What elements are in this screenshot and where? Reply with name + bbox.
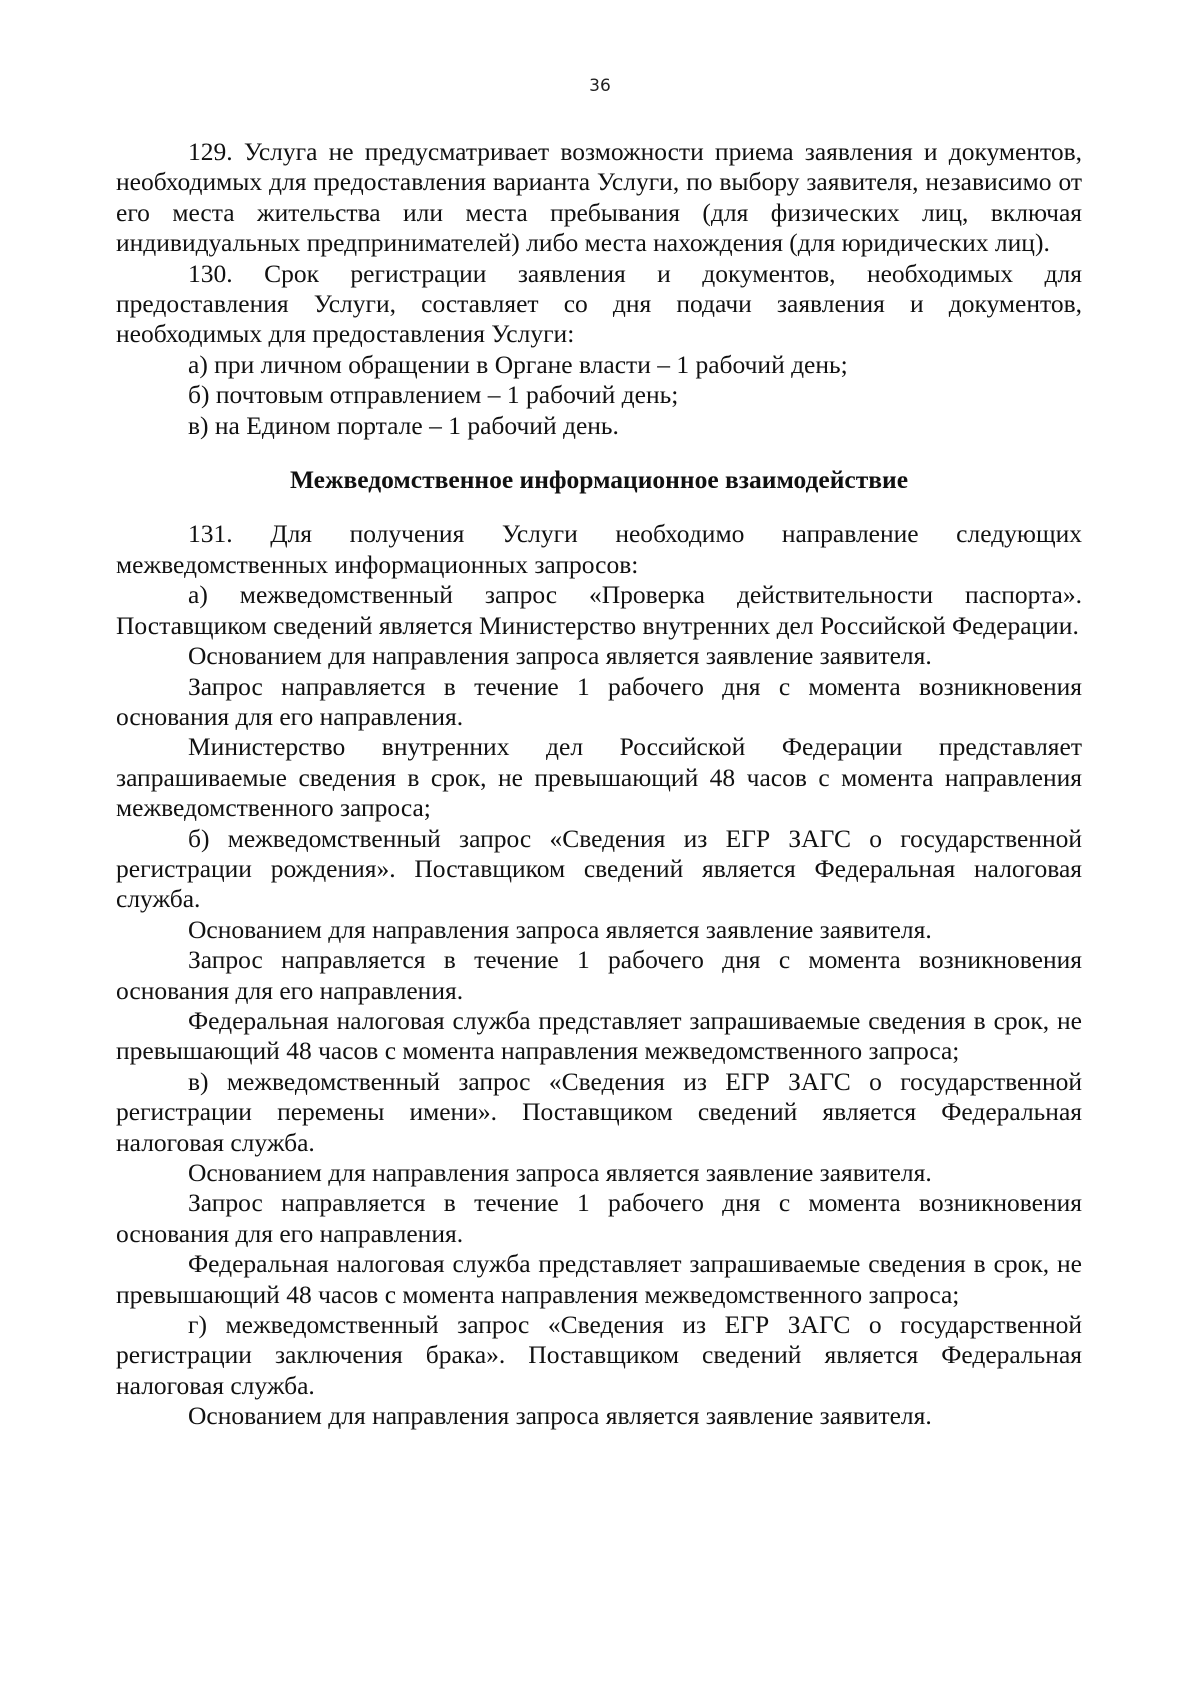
request-basis: Основанием для направления запроса является заявление заявителя. bbox=[188, 641, 932, 671]
request-basis: Основанием для направления запроса является заявление заявителя. bbox=[188, 914, 932, 944]
request-basis: Основанием для направления запроса является заявление заявителя. bbox=[188, 1158, 932, 1187]
request-timing: Запрос направляется в течение 1 рабочего дня с момента возникновения основания для его направления. bbox=[116, 671, 1082, 731]
request-response-term: Федеральная налоговая служба представляет запрашиваемые сведения в срок, не превышающий 48 часов с момента направления межведомственного запроса; bbox=[116, 1249, 1082, 1309]
request-timing: Запрос направляется в течение 1 рабочего дня с момента возникновения основания для его направления. bbox=[116, 1188, 1082, 1248]
request-item-b: б) межведомственный запрос «Сведения из ЕГР ЗАГС о государственной регистрации рождения». Поставщиком сведений является Федеральная налоговая служба. bbox=[116, 823, 1082, 914]
request-basis: Основанием для направления запроса является заявление заявителя. bbox=[188, 1401, 932, 1431]
list-item-b: б) почтовым отправлением – 1 рабочий день; bbox=[188, 380, 679, 410]
list-item-v: в) на Едином портале – 1 рабочий день. bbox=[188, 410, 619, 440]
request-item-a: а) межведомственный запрос «Проверка действительности паспорта». Поставщиком сведений является Министерство внутренних дел Российской Федерации. bbox=[116, 580, 1082, 640]
document-body bbox=[116, 137, 1082, 1432]
request-item-g: г) межведомственный запрос «Сведения из ЕГР ЗАГС о государственной регистрации заключения брака». Поставщиком сведений является Федеральная налоговая служба. bbox=[116, 1310, 1082, 1400]
section-heading: Межведомственное информационное взаимодействие bbox=[289, 465, 909, 495]
request-response-term: Федеральная налоговая служба представляет запрашиваемые сведения в срок, не превышающий 48 часов с момента направления межведомственного запроса; bbox=[116, 1005, 1082, 1066]
request-response-term: Министерство внутренних дел Российской Федерации представляет запрашиваемые сведения в срок, не превышающий 48 часов с момента направления межведомственного запроса; bbox=[116, 732, 1082, 823]
paragraph-131: 131. Для получения Услуги необходимо направление следующих межведомственных информационных запросов: bbox=[116, 519, 1082, 579]
request-timing: Запрос направляется в течение 1 рабочего дня с момента возникновения основания для его направления. bbox=[116, 945, 1082, 1005]
request-item-v: в) межведомственный запрос «Сведения из ЕГР ЗАГС о государственной регистрации перемены имени». Поставщиком сведений является Федеральная налоговая служба. bbox=[116, 1066, 1082, 1157]
paragraph-130: 130. Срок регистрации заявления и документов, необходимых для предоставления Услуги, составляет со дня подачи заявления и документов, необходимых для предоставления Услуги: bbox=[116, 258, 1082, 349]
list-item-a: а) при личном обращении в Органе власти – 1 рабочий день; bbox=[188, 349, 848, 379]
page-number: 36 bbox=[589, 76, 611, 96]
paragraph-129: 129. Услуга не предусматривает возможности приема заявления и документов, необходимых для предоставления варианта Услуги, по выбору заявителя, независимо от его места жительства или места пребывания (для физических лиц, включая индивидуальных предпринимателей) либо места нахождения (для юридических лиц). bbox=[116, 137, 1082, 258]
